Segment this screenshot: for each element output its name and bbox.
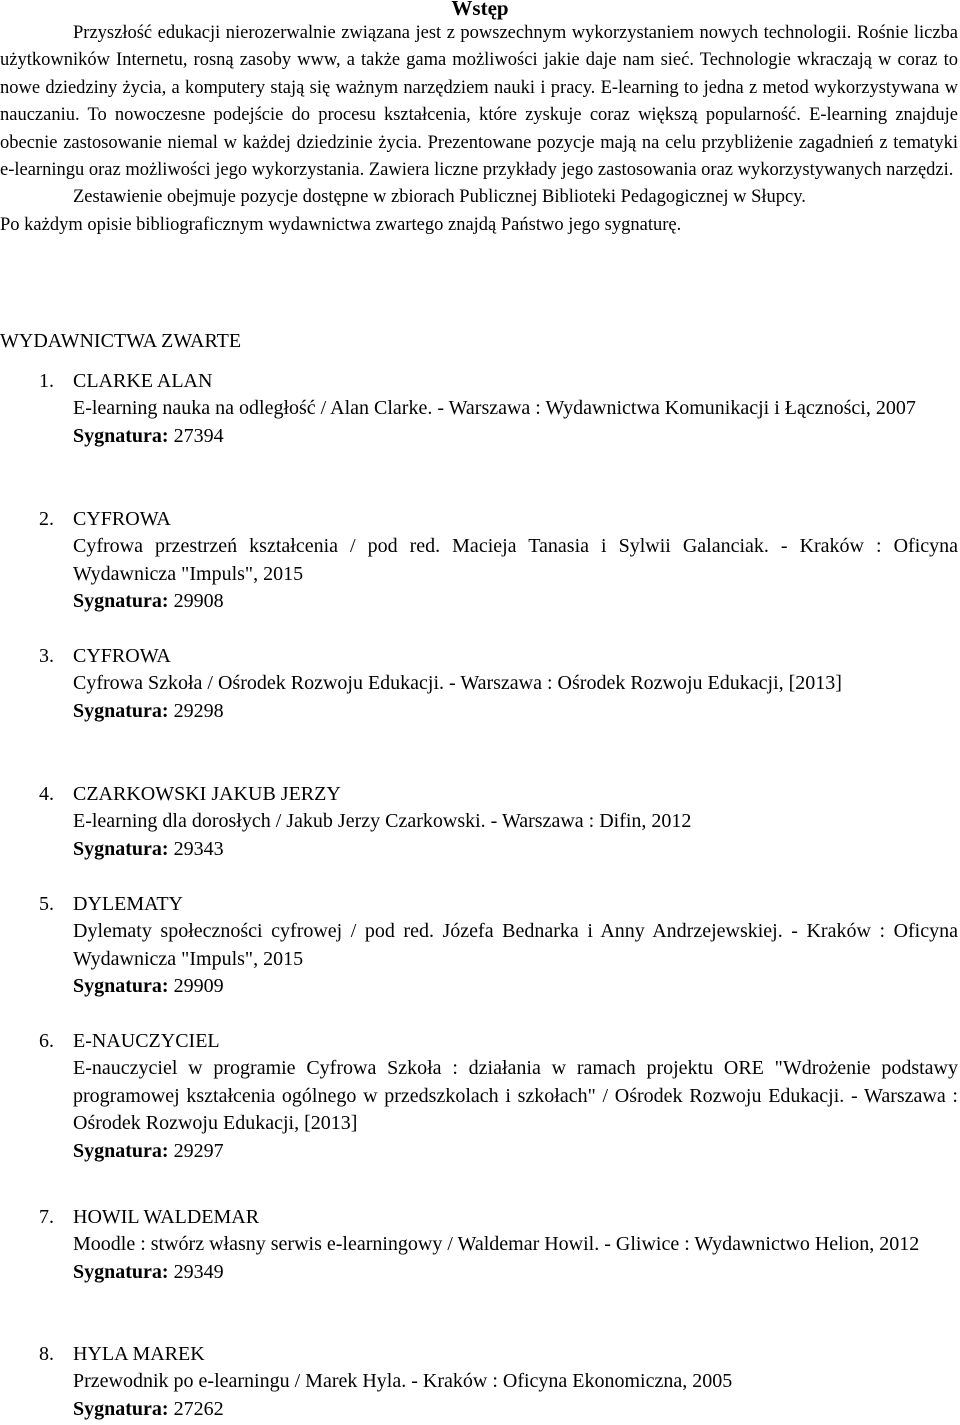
entry-description: Dylematy społeczności cyfrowej / pod red. Józefa Bednarka i Anny Andrzejewskiej. - Kraków : Oficyna Wydawnicza "Impuls", 2015 xyxy=(73,920,958,970)
signature-label: Sygnatura: xyxy=(73,1397,169,1420)
entry-heading: DYLEMATY xyxy=(73,893,183,915)
signature-value: 27394 xyxy=(173,424,224,447)
entry-description: Cyfrowa przestrzeń kształcenia / pod red. Macieja Tanasia i Sylwii Galanciak. - Kraków : Oficyna Wydawnicza "Impuls", 2015 xyxy=(73,535,958,585)
entry-number: 5. xyxy=(39,893,54,915)
entry-heading: HYLA MAREK xyxy=(73,1343,205,1365)
entry-number: 8. xyxy=(39,1343,54,1365)
entry-description: E-nauczyciel w programie Cyfrowa Szkoła : działania w ramach projektu ORE "Wdrożenie podstawy programowej kształcenia ogólnego w przedszkolach i szkołach" / Ośrodek Rozwoju Edukacji. - Warszawa : Ośrodek Rozwoju Edukacji, [2013] xyxy=(73,1057,958,1135)
entry-heading: CYFROWA xyxy=(73,508,171,530)
intro-paragraph: Przyszłość edukacji nierozerwalnie związana jest z powszechnym wykorzystaniem nowych technologii. Rośnie liczba użytkowników Internetu, rosną zasoby www, a także gama możliwości jakie daje nam sieć. Technologie wkraczają w coraz to nowe dziedziny życia, a komputery stają się ważnym narzędziem nauki i pracy. E-learning to jedna z metod wykorzystywana w nauczaniu. To nowoczesne podejście do procesu kształcenia, które zyskuje coraz większą popularność. E-learning znajduje obecnie zastosowanie niemal w każdej dziedzinie życia. Prezentowane pozycje mają na celu przybliżenie zagadnień z tematyki e-learningu oraz możliwości jego wykorzystania. Zawiera liczne przykłady jego zastosowania oraz wykorzystywanych narzędzi. xyxy=(0,23,958,181)
entry-number: 6. xyxy=(39,1030,54,1052)
entry-heading: CLARKE ALAN xyxy=(73,370,213,392)
entry-signature xyxy=(73,973,958,1000)
signature-label: Sygnatura: xyxy=(73,424,169,447)
entry-signature xyxy=(73,588,958,615)
signature-value: 29297 xyxy=(173,1139,224,1162)
signature-label: Sygnatura: xyxy=(73,975,169,998)
entry-number: 7. xyxy=(39,1206,54,1228)
entry-description: Moodle : stwórz własny serwis e-learningowy / Waldemar Howil. - Gliwice : Wydawnictwo Helion, 2012 xyxy=(73,1233,920,1256)
signature-value: 29343 xyxy=(173,837,224,860)
signature-label: Sygnatura: xyxy=(73,699,169,722)
entry-number: 2. xyxy=(39,508,54,530)
intro-paragraph: Po każdym opisie bibliograficznym wydawnictwa zwartego znajdą Państwo jego sygnaturę. xyxy=(0,214,682,235)
signature-label: Sygnatura: xyxy=(73,837,169,860)
section-heading: WYDAWNICTWA ZWARTE xyxy=(0,330,242,352)
entry-description: E-learning nauka na odległość / Alan Clarke. - Warszawa : Wydawnictwa Komunikacji i Łączności, 2007 xyxy=(73,397,916,420)
entry-signature xyxy=(73,1259,958,1286)
intro-paragraph: Zestawienie obejmuje pozycje dostępne w zbiorach Publicznej Biblioteki Pedagogicznej w Słupcy. xyxy=(73,187,806,208)
entry-heading: CZARKOWSKI JAKUB JERZY xyxy=(73,783,341,805)
signature-label: Sygnatura: xyxy=(73,590,169,613)
entry-heading: E-NAUCZYCIEL xyxy=(73,1030,220,1052)
signature-label: Sygnatura: xyxy=(73,1260,169,1283)
entry-number: 3. xyxy=(39,645,54,667)
intro-section xyxy=(0,20,958,239)
entry-signature xyxy=(73,836,958,863)
entry-description: Cyfrowa Szkoła / Ośrodek Rozwoju Edukacji. - Warszawa : Ośrodek Rozwoju Edukacji, [2013] xyxy=(73,672,842,695)
signature-value: 29298 xyxy=(173,699,224,722)
entry-signature xyxy=(73,1396,958,1423)
entry-number: 4. xyxy=(39,783,54,805)
signature-label: Sygnatura: xyxy=(73,1139,169,1162)
entry-description: E-learning dla dorosłych / Jakub Jerzy Czarkowski. - Warszawa : Difin, 2012 xyxy=(73,810,692,833)
signature-value: 29908 xyxy=(173,590,224,613)
entry-signature xyxy=(73,423,958,450)
entry-heading: CYFROWA xyxy=(73,645,171,667)
signature-value: 29349 xyxy=(173,1260,224,1283)
entry-number: 1. xyxy=(39,370,54,392)
entry-signature xyxy=(73,1138,958,1165)
entry-heading: HOWIL WALDEMAR xyxy=(73,1206,260,1228)
signature-value: 29909 xyxy=(173,975,224,998)
entry-description: Przewodnik po e-learningu / Marek Hyla. - Kraków : Oficyna Ekonomiczna, 2005 xyxy=(73,1370,733,1393)
entry-signature xyxy=(73,698,958,725)
page-title: Wstęp xyxy=(451,0,509,20)
signature-value: 27262 xyxy=(173,1397,224,1420)
